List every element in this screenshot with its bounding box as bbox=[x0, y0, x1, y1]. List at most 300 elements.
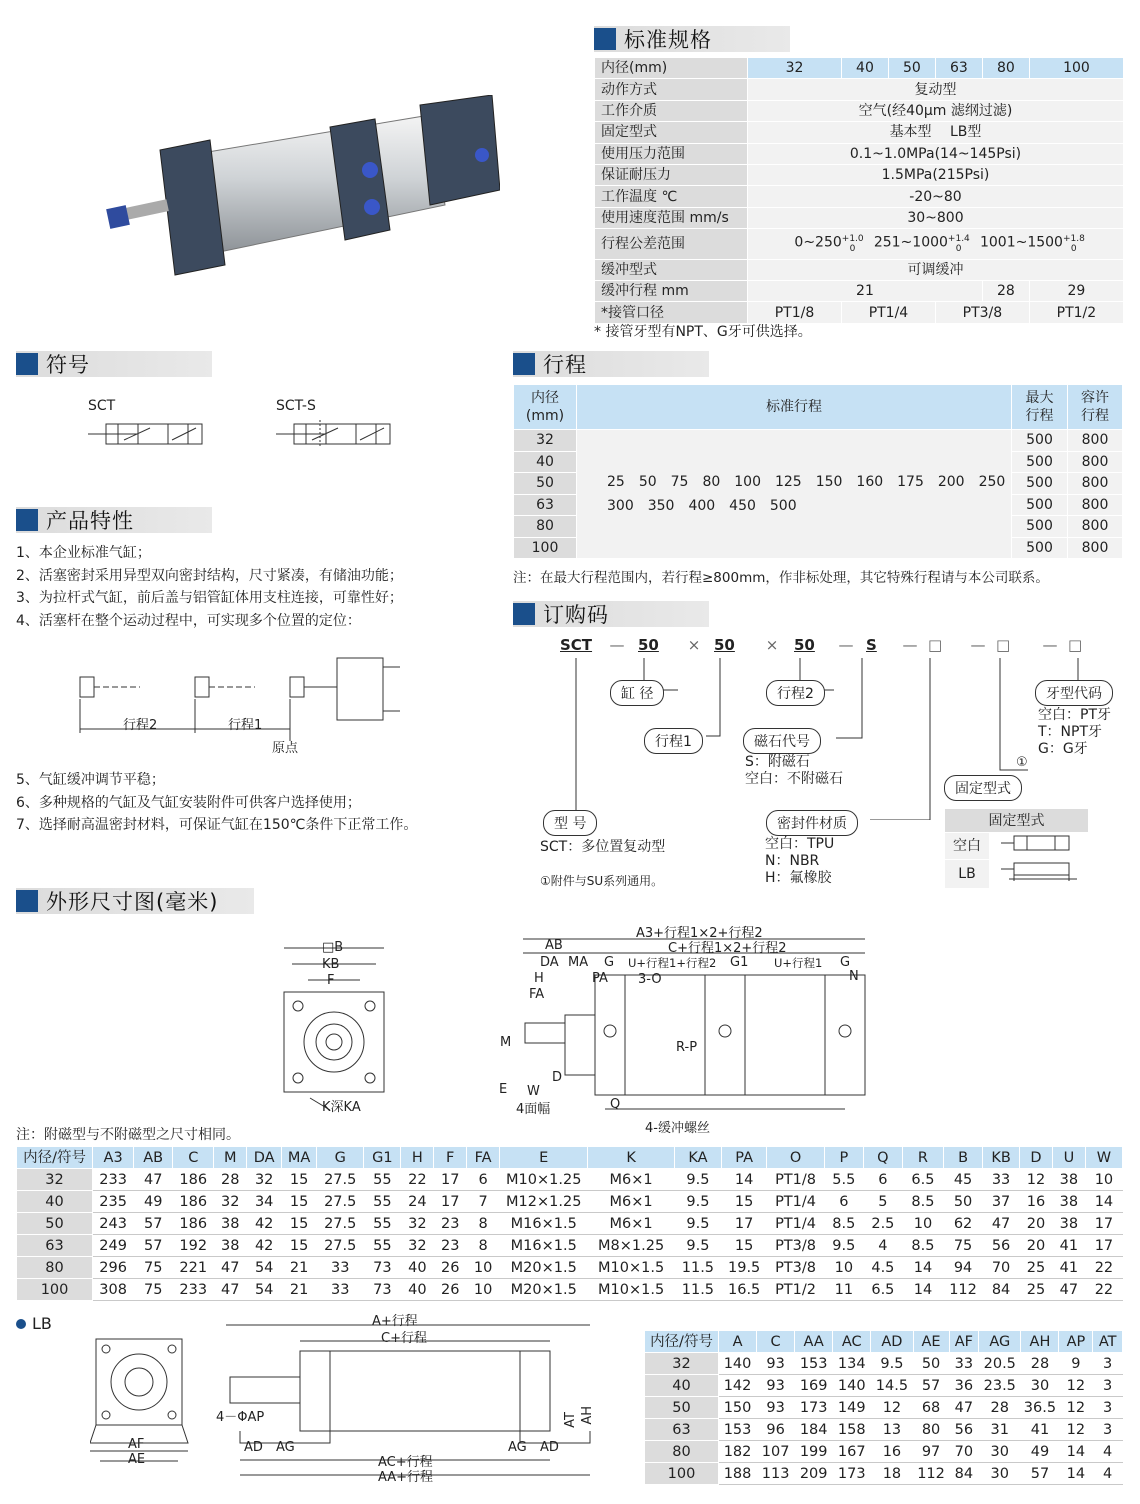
table-cell: 47 bbox=[949, 1397, 979, 1419]
stroke-line: 25 50 75 80 100 125 150 160 175 200 250 bbox=[607, 474, 1006, 490]
table-cell: 15 bbox=[282, 1235, 317, 1257]
side-label-top2: C+行程1×2+行程2 bbox=[668, 941, 787, 956]
spec-bore-label: 内径(mm) bbox=[595, 58, 748, 79]
table-cell: 49 bbox=[134, 1191, 173, 1213]
table-cell: 30 bbox=[979, 1463, 1021, 1485]
table-cell: 38 bbox=[1052, 1191, 1085, 1213]
table-cell: 27.5 bbox=[317, 1191, 364, 1213]
table-cell: 93 bbox=[757, 1353, 795, 1375]
table-cell: 11.5 bbox=[674, 1257, 721, 1279]
magnet-option: S：附磁石 bbox=[745, 754, 810, 770]
spec-value: 21 bbox=[748, 280, 983, 301]
magnet-option: 空白：不附磁石 bbox=[745, 771, 843, 787]
table-cell: 20.5 bbox=[979, 1353, 1021, 1375]
lb-header-row bbox=[645, 1331, 1123, 1353]
table-cell: 112 bbox=[913, 1463, 949, 1485]
table-cell: 3 bbox=[1093, 1353, 1123, 1375]
table-row bbox=[645, 1441, 1123, 1463]
table-cell: 23 bbox=[434, 1235, 467, 1257]
side-label-fa: FA bbox=[529, 987, 545, 1002]
spec-row bbox=[595, 79, 1124, 100]
dims-note: 注：附磁型与不附磁型之尺寸相同。 bbox=[16, 1127, 240, 1143]
table-cell: 10 bbox=[467, 1257, 500, 1279]
spec-tolerance-row bbox=[595, 229, 1124, 259]
table-cell: M10×1.25 bbox=[500, 1169, 588, 1191]
seal-option: H：氟橡胶 bbox=[765, 870, 832, 886]
feature-item: 5、气缸缓冲调节平稳； bbox=[16, 772, 165, 788]
spec-row bbox=[595, 164, 1124, 185]
table-cell: 30 bbox=[979, 1441, 1021, 1463]
table-cell: 47 bbox=[214, 1279, 247, 1301]
table-cell: 45 bbox=[944, 1169, 983, 1191]
table-cell: 24 bbox=[401, 1191, 434, 1213]
spec-section-header bbox=[594, 26, 790, 52]
table-cell: 57 bbox=[134, 1213, 173, 1235]
table-cell: 12 bbox=[1020, 1169, 1053, 1191]
table-cell: 41 bbox=[1052, 1235, 1085, 1257]
table-cell: 49 bbox=[1021, 1441, 1059, 1463]
spec-row bbox=[595, 186, 1124, 207]
table-header-cell: R bbox=[902, 1147, 943, 1169]
stroke-section-header bbox=[513, 351, 709, 377]
table-cell: 17 bbox=[722, 1213, 767, 1235]
stroke-max: 500 bbox=[1012, 537, 1068, 559]
spec-label: 动作方式 bbox=[595, 79, 748, 100]
spec-bore: 100 bbox=[1029, 58, 1123, 79]
table-header-cell: MA bbox=[282, 1147, 317, 1169]
side-label-w2: 4面幅 bbox=[516, 1102, 551, 1117]
table-cell: 68 bbox=[913, 1397, 949, 1419]
lb-label-ag2: AG bbox=[508, 1440, 527, 1455]
spec-label: *接管口径 bbox=[595, 302, 748, 323]
table-cell: PT1/2 bbox=[767, 1279, 825, 1301]
spec-value: 1.5MPa(215Psi) bbox=[748, 164, 1124, 185]
table-cell: 14 bbox=[902, 1257, 943, 1279]
table-header-cell: A3 bbox=[93, 1147, 134, 1169]
table-header-cell: 内径/符号 bbox=[645, 1331, 719, 1353]
table-cell: 14 bbox=[722, 1169, 767, 1191]
table-cell: 56 bbox=[949, 1419, 979, 1441]
spec-bore: 63 bbox=[935, 58, 982, 79]
table-cell: 41 bbox=[1021, 1419, 1059, 1441]
table-cell: 14.5 bbox=[871, 1375, 913, 1397]
table-cell: 16 bbox=[1020, 1191, 1053, 1213]
table-cell: 23.5 bbox=[979, 1375, 1021, 1397]
table-cell: PT1/8 bbox=[767, 1169, 825, 1191]
table-cell: 75 bbox=[944, 1235, 983, 1257]
table-row bbox=[17, 1257, 1123, 1279]
code-sep: — bbox=[1042, 636, 1058, 654]
table-cell: M12×1.25 bbox=[500, 1191, 588, 1213]
table-cell: 22 bbox=[1085, 1279, 1122, 1301]
table-cell: 14 bbox=[1059, 1463, 1093, 1485]
table-cell: 47 bbox=[983, 1213, 1020, 1235]
lb-label-aa: AA+行程 bbox=[378, 1470, 434, 1485]
table-header-cell: A bbox=[719, 1331, 757, 1353]
thread-option: T：NPT牙 bbox=[1038, 724, 1103, 740]
table-row bbox=[645, 1397, 1123, 1419]
front-label-kb: KB bbox=[322, 957, 340, 972]
side-label-w: W bbox=[527, 1084, 540, 1099]
side-label-ab: AB bbox=[545, 938, 563, 953]
table-cell: 11 bbox=[824, 1279, 863, 1301]
table-cell: 221 bbox=[173, 1257, 214, 1279]
spec-label: 工作温度 ℃ bbox=[595, 186, 748, 207]
table-cell: 47 bbox=[1052, 1279, 1085, 1301]
spec-value: PT1/4 bbox=[841, 302, 935, 323]
table-row bbox=[17, 1279, 1123, 1301]
stroke-header-allow: 容许 行程 bbox=[1068, 385, 1123, 430]
lb-label-ad: AD bbox=[244, 1440, 263, 1455]
table-cell: 9.5 bbox=[674, 1191, 721, 1213]
table-cell: 9.5 bbox=[824, 1235, 863, 1257]
code-sep: — bbox=[609, 636, 625, 654]
table-cell: 94 bbox=[944, 1257, 983, 1279]
table-cell: 9.5 bbox=[674, 1213, 721, 1235]
table-cell: 33 bbox=[983, 1169, 1020, 1191]
table-cell: 42 bbox=[247, 1235, 282, 1257]
table-cell: M10×1.5 bbox=[588, 1257, 674, 1279]
table-cell: 75 bbox=[134, 1279, 173, 1301]
spec-bore: 80 bbox=[982, 58, 1029, 79]
table-cell: 4 bbox=[1093, 1463, 1123, 1485]
stroke-bore: 40 bbox=[514, 451, 577, 473]
table-cell: 6.5 bbox=[902, 1169, 943, 1191]
spec-value: -20~80 bbox=[748, 186, 1124, 207]
table-header-cell: G1 bbox=[364, 1147, 401, 1169]
row-bore-cell: 80 bbox=[17, 1257, 93, 1279]
table-cell: 169 bbox=[795, 1375, 833, 1397]
table-cell: 6 bbox=[824, 1191, 863, 1213]
table-cell: 192 bbox=[173, 1235, 214, 1257]
seal-options bbox=[765, 836, 834, 887]
row-bore-cell: 100 bbox=[645, 1463, 719, 1485]
positioning-diagram bbox=[75, 655, 405, 755]
table-cell: 10 bbox=[902, 1213, 943, 1235]
table-cell: 21 bbox=[282, 1279, 317, 1301]
table-cell: 40 bbox=[401, 1257, 434, 1279]
mount-table bbox=[944, 808, 1089, 889]
table-cell: 235 bbox=[93, 1191, 134, 1213]
dims-header-row bbox=[17, 1147, 1123, 1169]
table-cell: 6 bbox=[467, 1169, 500, 1191]
table-cell: 10 bbox=[824, 1257, 863, 1279]
table-cell: 50 bbox=[913, 1353, 949, 1375]
lb-label-ah: AH bbox=[580, 1406, 595, 1425]
stroke-allow: 800 bbox=[1068, 537, 1123, 559]
table-cell: 153 bbox=[795, 1353, 833, 1375]
spec-note: * 接管牙型有NPT、G牙可供选择。 bbox=[594, 324, 812, 340]
table-header-cell: PA bbox=[722, 1147, 767, 1169]
spec-value: 空气(经40μm 滤纲过滤) bbox=[748, 100, 1124, 121]
table-cell: 97 bbox=[913, 1441, 949, 1463]
table-cell: 31 bbox=[979, 1419, 1021, 1441]
table-cell: 8 bbox=[467, 1235, 500, 1257]
table-header-cell: 内径/符号 bbox=[17, 1147, 93, 1169]
table-header-cell: AF bbox=[949, 1331, 979, 1353]
side-label-top1: A3+行程1×2+行程2 bbox=[636, 926, 763, 941]
section-marker-icon bbox=[594, 28, 616, 50]
table-cell: 55 bbox=[364, 1191, 401, 1213]
table-header-cell: FA bbox=[467, 1147, 500, 1169]
tol-sub: 0 bbox=[1070, 243, 1077, 254]
order-box-mount: 固定型式 bbox=[944, 775, 1022, 801]
table-header-cell: H bbox=[401, 1147, 434, 1169]
table-cell: 57 bbox=[913, 1375, 949, 1397]
order-box-stroke1: 行程1 bbox=[644, 728, 703, 754]
table-cell: 70 bbox=[949, 1441, 979, 1463]
diagram-label: 行程1 bbox=[228, 718, 263, 733]
table-cell: 233 bbox=[93, 1169, 134, 1191]
stroke-table bbox=[513, 384, 1123, 559]
stroke-header-std: 标准行程 bbox=[577, 385, 1012, 430]
spec-value: 0.1~1.0MPa(14~145Psi) bbox=[748, 143, 1124, 164]
table-cell: 33 bbox=[317, 1257, 364, 1279]
table-cell: 93 bbox=[757, 1397, 795, 1419]
feature-item: 6、多种规格的气缸及气缸安装附件可供客户选择使用； bbox=[16, 794, 361, 811]
stroke-line: 300 350 400 450 500 bbox=[607, 498, 797, 514]
stroke-allow: 800 bbox=[1068, 473, 1123, 495]
table-cell: 10 bbox=[467, 1279, 500, 1301]
table-header-cell: P bbox=[824, 1147, 863, 1169]
table-cell: 38 bbox=[214, 1235, 247, 1257]
spec-label: 使用速度范围 mm/s bbox=[595, 207, 748, 228]
code-part: 50 bbox=[794, 636, 815, 654]
table-header-cell: M bbox=[214, 1147, 247, 1169]
table-cell: 17 bbox=[1085, 1213, 1122, 1235]
table-cell: 4 bbox=[863, 1235, 902, 1257]
spec-row bbox=[595, 143, 1124, 164]
lb-label-c: C+行程 bbox=[381, 1331, 427, 1346]
row-bore-cell: 80 bbox=[645, 1441, 719, 1463]
table-cell: 134 bbox=[833, 1353, 871, 1375]
table-header-cell: AB bbox=[134, 1147, 173, 1169]
table-cell: 186 bbox=[173, 1191, 214, 1213]
symbol-sct-icon bbox=[88, 420, 208, 448]
table-cell: 27.5 bbox=[317, 1169, 364, 1191]
table-cell: 11.5 bbox=[674, 1279, 721, 1301]
stroke-title: 行程 bbox=[543, 353, 587, 377]
table-cell: 34 bbox=[247, 1191, 282, 1213]
table-cell: 243 bbox=[93, 1213, 134, 1235]
table-cell: PT3/8 bbox=[767, 1257, 825, 1279]
table-cell: 54 bbox=[247, 1279, 282, 1301]
table-cell: 9.5 bbox=[674, 1235, 721, 1257]
table-cell: 54 bbox=[247, 1257, 282, 1279]
table-cell: 3 bbox=[1093, 1375, 1123, 1397]
table-cell: 158 bbox=[833, 1419, 871, 1441]
table-cell: 12 bbox=[1059, 1375, 1093, 1397]
code-part: 50 bbox=[714, 636, 735, 654]
seal-option: N：NBR bbox=[765, 853, 820, 869]
spec-tolerance-values bbox=[748, 229, 1124, 259]
table-cell: 9 bbox=[1059, 1353, 1093, 1375]
spec-value: 基本型 LB型 bbox=[748, 122, 1124, 143]
side-label-d: D bbox=[552, 1070, 563, 1085]
symbol-section-header bbox=[16, 351, 212, 377]
table-cell: 38 bbox=[1052, 1169, 1085, 1191]
spec-value: 28 bbox=[982, 280, 1029, 301]
section-marker-icon bbox=[513, 603, 535, 625]
table-cell: 27.5 bbox=[317, 1235, 364, 1257]
spec-row bbox=[595, 100, 1124, 121]
order-title: 订购码 bbox=[543, 603, 609, 627]
spec-value: 复动型 bbox=[748, 79, 1124, 100]
row-bore-cell: 40 bbox=[645, 1375, 719, 1397]
side-label-o: 3-O bbox=[638, 972, 662, 987]
magnet-options bbox=[745, 754, 843, 788]
table-cell: 8.5 bbox=[902, 1191, 943, 1213]
side-label-g1: G1 bbox=[730, 955, 749, 970]
side-label-ma: MA bbox=[568, 955, 589, 970]
side-label-e: E bbox=[499, 1082, 508, 1097]
table-cell: 150 bbox=[719, 1397, 757, 1419]
thread-option: 空白：PT牙 bbox=[1038, 707, 1111, 723]
table-row bbox=[17, 1213, 1123, 1235]
order-box-stroke2: 行程2 bbox=[766, 680, 825, 706]
lb-label-ac: AC+行程 bbox=[378, 1455, 433, 1470]
mount-type: LB bbox=[945, 860, 990, 889]
table-cell: 33 bbox=[949, 1353, 979, 1375]
mount-table-head: 固定型式 bbox=[945, 809, 1089, 833]
table-cell: 32 bbox=[401, 1235, 434, 1257]
table-cell: 10 bbox=[1085, 1169, 1122, 1191]
stroke-allow: 800 bbox=[1068, 494, 1123, 516]
tol-sup: +1.8 bbox=[1062, 234, 1085, 245]
table-cell: 42 bbox=[247, 1213, 282, 1235]
lb-heading bbox=[16, 1314, 52, 1333]
table-header-cell: C bbox=[757, 1331, 795, 1353]
feature-item: 1、本企业标准气缸； bbox=[16, 545, 151, 561]
table-cell: 57 bbox=[134, 1235, 173, 1257]
table-header-cell: B bbox=[944, 1147, 983, 1169]
row-bore-cell: 63 bbox=[17, 1235, 93, 1257]
dims-table bbox=[16, 1146, 1123, 1301]
spec-value: 30~800 bbox=[748, 207, 1124, 228]
table-cell: 23 bbox=[434, 1213, 467, 1235]
table-cell: 55 bbox=[364, 1213, 401, 1235]
table-cell: 107 bbox=[757, 1441, 795, 1463]
tol-sub: 0 bbox=[955, 243, 962, 254]
row-bore-cell: 32 bbox=[17, 1169, 93, 1191]
table-cell: 30 bbox=[1021, 1375, 1059, 1397]
order-note: ①附件与SU系列通用。 bbox=[540, 874, 664, 888]
dims-title: 外形尺寸图(毫米) bbox=[46, 890, 219, 914]
stroke-allow: 800 bbox=[1068, 451, 1123, 473]
spec-label: 缓冲行程 mm bbox=[595, 280, 748, 301]
spec-label: 行程公差范围 bbox=[595, 229, 748, 259]
table-cell: 73 bbox=[364, 1279, 401, 1301]
table-header-cell: AC bbox=[833, 1331, 871, 1353]
table-cell: 167 bbox=[833, 1441, 871, 1463]
table-cell: 84 bbox=[949, 1463, 979, 1485]
lb-table bbox=[644, 1330, 1123, 1485]
table-header-cell: E bbox=[500, 1147, 588, 1169]
table-cell: 6 bbox=[863, 1169, 902, 1191]
table-header-cell: DA bbox=[247, 1147, 282, 1169]
stroke-standard-list bbox=[577, 430, 1012, 559]
table-header-cell: D bbox=[1020, 1147, 1053, 1169]
cylinder-photo bbox=[100, 95, 500, 285]
stroke-bore: 32 bbox=[514, 430, 577, 452]
table-cell: 41 bbox=[1052, 1257, 1085, 1279]
mount-basic-icon bbox=[990, 833, 1089, 860]
table-cell: 32 bbox=[247, 1169, 282, 1191]
table-cell: 28 bbox=[1021, 1353, 1059, 1375]
table-cell: 15 bbox=[282, 1169, 317, 1191]
side-label-n: N bbox=[849, 969, 859, 984]
table-header-cell: F bbox=[434, 1147, 467, 1169]
table-cell: 249 bbox=[93, 1235, 134, 1257]
lb-title: LB bbox=[32, 1314, 52, 1333]
table-header-cell: AH bbox=[1021, 1331, 1059, 1353]
table-cell: 22 bbox=[1085, 1257, 1122, 1279]
table-cell: 8 bbox=[467, 1213, 500, 1235]
stroke-max: 500 bbox=[1012, 451, 1068, 473]
table-cell: 149 bbox=[833, 1397, 871, 1419]
stroke-row bbox=[514, 430, 1123, 452]
features-section-header bbox=[16, 507, 212, 533]
table-row bbox=[645, 1463, 1123, 1485]
table-cell: 56 bbox=[983, 1235, 1020, 1257]
table-header-cell: G bbox=[317, 1147, 364, 1169]
table-cell: 9.5 bbox=[674, 1169, 721, 1191]
side-label-u1: U+行程1 bbox=[774, 956, 823, 970]
table-cell: 55 bbox=[364, 1169, 401, 1191]
table-cell: 17 bbox=[434, 1191, 467, 1213]
table-cell: 199 bbox=[795, 1441, 833, 1463]
tol-sup: +1.0 bbox=[841, 234, 864, 245]
lb-label-ag: AG bbox=[276, 1440, 295, 1455]
mount-type: 空白 bbox=[945, 833, 990, 860]
tol-sub: 0 bbox=[849, 243, 856, 254]
table-cell: 57 bbox=[1021, 1463, 1059, 1485]
front-label-f: F bbox=[327, 973, 335, 988]
stroke-bore: 100 bbox=[514, 537, 577, 559]
table-cell: 8.5 bbox=[902, 1235, 943, 1257]
table-cell: 4 bbox=[1093, 1441, 1123, 1463]
table-header-cell: KA bbox=[674, 1147, 721, 1169]
table-cell: 113 bbox=[757, 1463, 795, 1485]
table-cell: 47 bbox=[134, 1169, 173, 1191]
bullet-icon bbox=[16, 1319, 26, 1329]
thread-options bbox=[1038, 707, 1111, 758]
table-cell: 32 bbox=[214, 1191, 247, 1213]
table-cell: 80 bbox=[913, 1419, 949, 1441]
spec-value: 29 bbox=[1029, 280, 1123, 301]
code-sep: — bbox=[838, 636, 854, 654]
table-cell: 308 bbox=[93, 1279, 134, 1301]
side-label-pa: PA bbox=[592, 971, 608, 986]
table-cell: 6.5 bbox=[863, 1279, 902, 1301]
table-cell: 20 bbox=[1020, 1235, 1053, 1257]
table-cell: M20×1.5 bbox=[500, 1257, 588, 1279]
spec-value: PT1/2 bbox=[1029, 302, 1123, 323]
table-cell: 209 bbox=[795, 1463, 833, 1485]
lb-label-at: AT bbox=[563, 1412, 578, 1428]
table-cell: M20×1.5 bbox=[500, 1279, 588, 1301]
table-cell: 33 bbox=[317, 1279, 364, 1301]
table-cell: 38 bbox=[1052, 1213, 1085, 1235]
table-cell: 47 bbox=[214, 1257, 247, 1279]
row-bore-cell: 100 bbox=[17, 1279, 93, 1301]
table-header-cell: AG bbox=[979, 1331, 1021, 1353]
table-cell: 16 bbox=[871, 1441, 913, 1463]
table-cell: 4.5 bbox=[863, 1257, 902, 1279]
spec-row bbox=[595, 259, 1124, 280]
front-label-k: K深KA bbox=[322, 1100, 361, 1115]
order-box-magnet: 磁石代号 bbox=[743, 728, 821, 754]
